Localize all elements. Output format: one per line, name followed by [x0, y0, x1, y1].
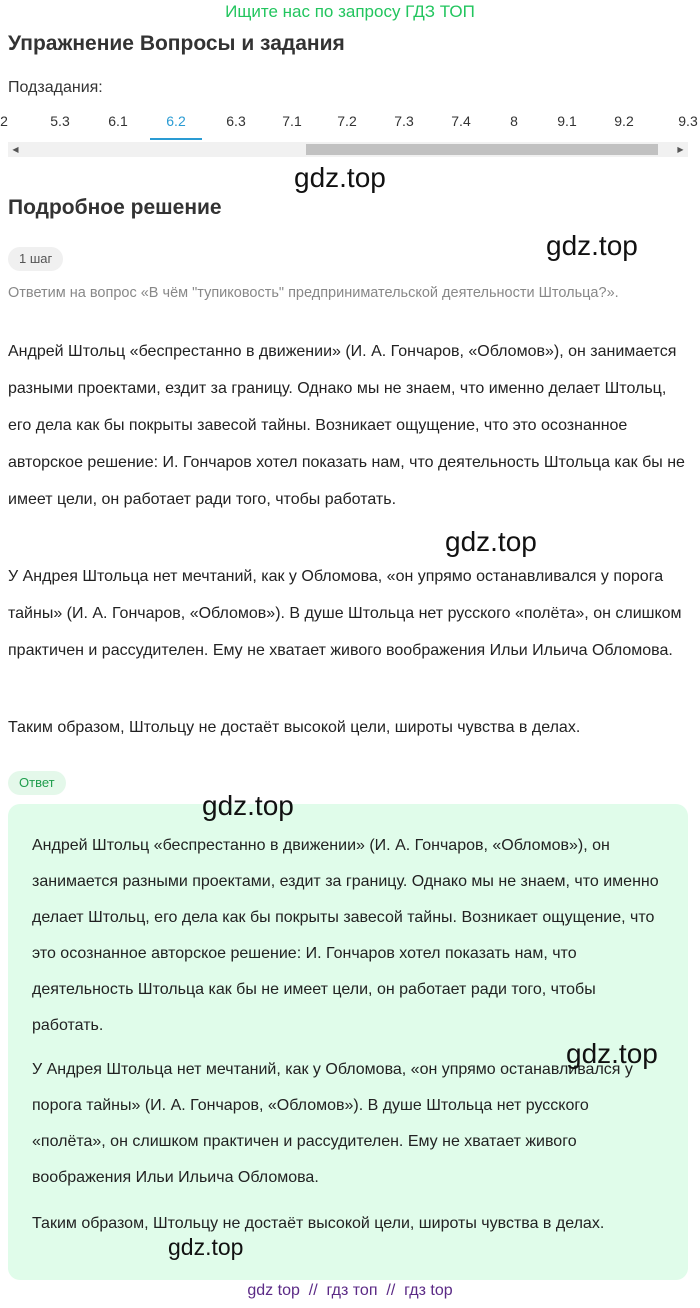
- tab-2[interactable]: 2: [0, 113, 8, 129]
- subtask-tabs: [0, 106, 700, 142]
- tab-9-3[interactable]: 9.3: [678, 113, 698, 129]
- step-badge: 1 шаг: [8, 247, 63, 271]
- solution-paragraph: Андрей Штольц «беспрестанно в движении» (И. А. Гончаров, «Обломов»), он занимается разными проектами, ездит за границу. Однако мы не знаем, что именно делает Штольц, его дела как бы покрыты завесой тайны. Возникает ощущение, что это осознанное авторское решение: И. Гончаров хотел показать нам, что деятельность Штольца как бы не имеет цели, он работает ради того, чтобы работать.: [8, 343, 685, 508]
- watermark: gdz.top: [168, 1234, 244, 1260]
- tab-9-2[interactable]: 9.2: [614, 113, 634, 129]
- tab-6-3[interactable]: 6.3: [226, 113, 246, 129]
- tab-7-4[interactable]: 7.4: [451, 113, 471, 129]
- watermark: gdz.top: [294, 162, 386, 193]
- scroll-right-icon[interactable]: ▶: [677, 145, 684, 154]
- tab-6-2[interactable]: 6.2: [150, 106, 202, 140]
- page-title: Упражнение Вопросы и задания: [8, 32, 345, 55]
- watermark: gdz.top: [202, 790, 294, 821]
- tabs-scrollbar[interactable]: [8, 142, 688, 157]
- solution-paragraph: Таким образом, Штольцу не достаёт высокой цели, широты чувства в делах.: [8, 719, 581, 736]
- watermark: gdz.top: [566, 1038, 658, 1069]
- scroll-thumb[interactable]: [306, 144, 658, 155]
- section-title: Подробное решение: [8, 196, 222, 219]
- step-question: Ответим на вопрос «В чём "тупиковость" предпринимательской деятельности Штольца?».: [8, 285, 619, 301]
- answer-paragraph: У Андрея Штольца нет мечтаний, как у Обломова, «он упрямо останавливался у порога тайны» (И. А. Гончаров, «Обломов»). В душе Штольца нет русского «полёта», он слишком практичен и рассудителен. Ему не хватает живого воображения Ильи Ильича Обломова.: [32, 1061, 633, 1186]
- watermark: gdz.top: [445, 526, 537, 557]
- tab-8[interactable]: 8: [510, 113, 518, 129]
- tab-9-1[interactable]: 9.1: [557, 113, 577, 129]
- answer-paragraph: Таким образом, Штольцу не достаёт высокой цели, широты чувства в делах.: [32, 1215, 605, 1232]
- footer-links[interactable]: gdz top // гдз топ // гдз top: [247, 1282, 453, 1299]
- tab-5-3[interactable]: 5.3: [50, 113, 70, 129]
- watermark: gdz.top: [546, 230, 638, 261]
- subtasks-label: Подзадания:: [8, 79, 103, 96]
- tab-7-3[interactable]: 7.3: [394, 113, 414, 129]
- solution-paragraph: У Андрея Штольца нет мечтаний, как у Обломова, «он упрямо останавливался у порога тайны» (И. А. Гончаров, «Обломов»). В душе Штольца нет русского «полёта», он слишком практичен и рассудителен. Ему не хватает живого воображения Ильи Ильича Обломова.: [8, 568, 682, 659]
- answer-paragraph: Андрей Штольц «беспрестанно в движении» (И. А. Гончаров, «Обломов»), он занимается разными проектами, ездит за границу. Однако мы не знаем, что именно делает Штольц, его дела как бы покрыты завесой тайны. Возникает ощущение, что это осознанное авторское решение: И. Гончаров хотел показать нам, что деятельность Штольца как бы не имеет цели, он работает ради того, чтобы работать.: [32, 837, 659, 1034]
- answer-badge: Ответ: [8, 771, 66, 795]
- tab-7-2[interactable]: 7.2: [337, 113, 357, 129]
- tab-7-1[interactable]: 7.1: [282, 113, 302, 129]
- promo-banner[interactable]: Ищите нас по запросу ГДЗ ТОП: [225, 2, 475, 21]
- tab-6-1[interactable]: 6.1: [108, 113, 128, 129]
- scroll-left-icon[interactable]: ◀: [12, 145, 19, 154]
